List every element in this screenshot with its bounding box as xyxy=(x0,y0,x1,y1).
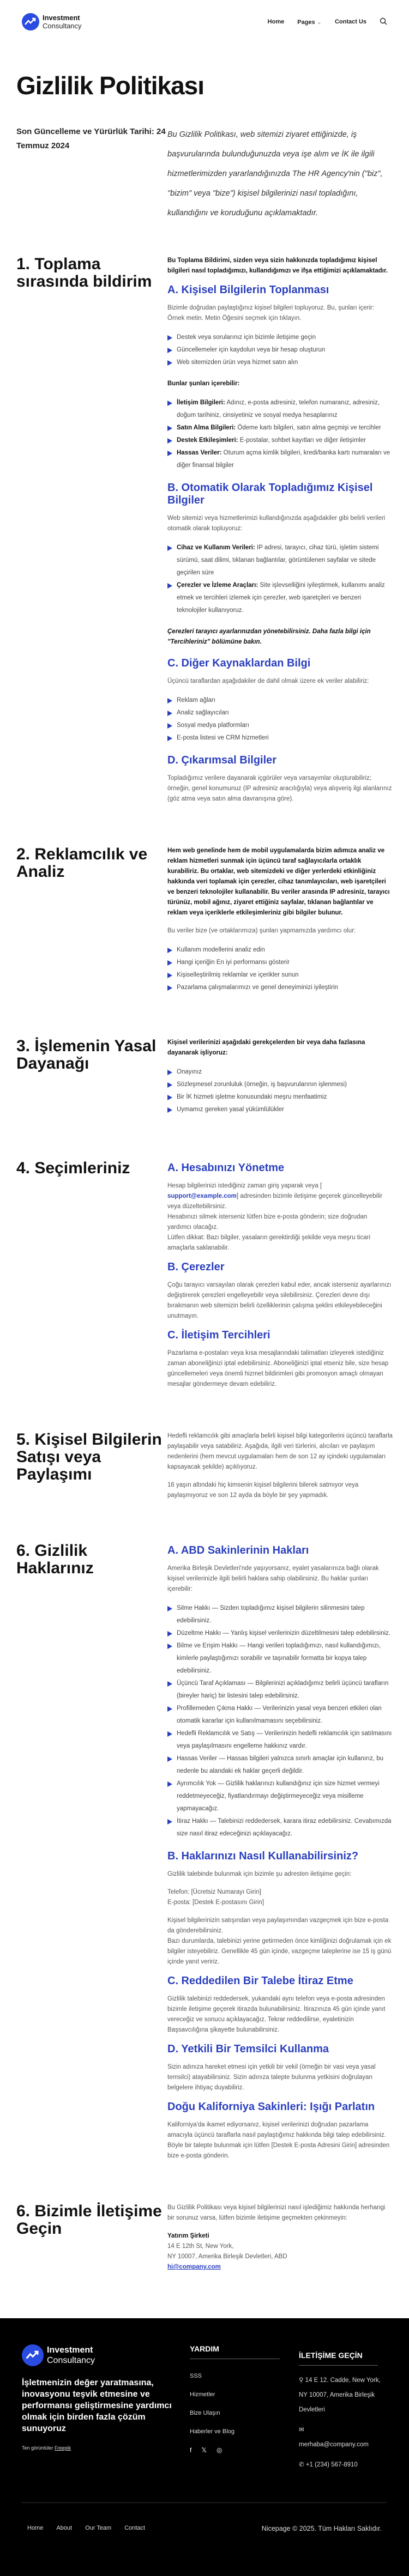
item-text: IP adresi, tarayıcı, cihaz türü, işletim sistemi sürümü, saat dilimi, tıklanan bağlantılar, görüntülenen sayfalar ve sitede geçirilen süre xyxy=(177,544,379,576)
section-heading: 4. Seçimleriniz xyxy=(16,1159,130,1177)
bullet-list xyxy=(167,694,393,744)
paragraph: Bizimle doğrudan paylaştığınız kişisel bilgileri topluyoruz. Bu, şunları içerir: Örnek metin. Metin Öğesini seçmek için tıklayın. xyxy=(167,305,375,322)
item-text: İtiraz Hakkı — Talebinizi reddedersek, karara itiraz edebilirsiniz. Cevabımızda size nasıl itiraz edeceğinizi açıklayacağız. xyxy=(177,1818,392,1837)
location-pin-icon: ⚲ xyxy=(299,2377,305,2384)
help-heading: YARDIM xyxy=(190,2344,280,2359)
list-item xyxy=(167,1778,393,1815)
paragraph: Topladığımız verilere dayanarak içgörüler veya varsayımlar oluşturabiliriz; örneğin, genel konumunuz (IP adresiniz aracılığıyla) veya alışveriş ilgi alanlarınız (göz atma veya satın alma davranışına göre). xyxy=(167,775,392,802)
bullet-list xyxy=(167,397,393,472)
section-heading: 6. Bizimle İletişime Geçin xyxy=(16,2202,162,2238)
item-text: Kişiselleştirilmiş reklamlar ve içerikler sunun xyxy=(177,972,299,978)
paragraph: Pazarlama e-postaları veya kısa mesajlarındaki talimatları izleyerek istediğiniz zaman aboneliğinizi iptal edebilirsiniz. Aboneliğinizi iptal etseniz bile, size hesap güncellemeleri veya önemli hizmet bildirimleri gibi promosyon amaçlı olmayan mesajlar göndermeye devam edebiliriz. xyxy=(167,1350,389,1387)
list-item xyxy=(167,344,393,356)
list-item xyxy=(167,1815,393,1840)
list-item xyxy=(167,1640,393,1677)
text-line: Lütfen dikkat: Bazı bilgiler, yasaların gerektirdiği şekilde veya meşru ticari amaçlarla saklanabilir. xyxy=(167,1234,371,1251)
main-nav xyxy=(268,17,387,27)
paragraph: Bunlar şunları içerebilir: xyxy=(167,380,240,387)
list-item xyxy=(167,732,393,744)
list-item xyxy=(167,1702,393,1728)
list-item xyxy=(167,1627,393,1640)
site-header xyxy=(0,0,409,44)
list-item xyxy=(167,434,393,447)
item-text: Güncellemeler için kaydolun veya bir hesap oluşturun xyxy=(177,347,326,353)
list-item xyxy=(167,694,393,707)
paragraph: Bu veriler bize (ve ortaklarımıza) şunları yapmamızda yardımcı olur: xyxy=(167,928,356,934)
list-item xyxy=(167,956,393,969)
item-text: Üçüncü Taraf Açıklaması — Bilgilerinizi açıkladığımız belirli üçüncü tarafların (bireyler hariç) bir listesini talep edebilirsiniz. xyxy=(177,1680,389,1699)
item-text: Sözleşmesel zorunluluk (örneğin, iş başvurularının işlenmesi) xyxy=(177,1081,347,1088)
policy-sections xyxy=(0,223,409,2280)
bullet-list xyxy=(167,331,393,369)
item-text: Bir İK hizmeti işletme konusundaki meşru menfaatimiz xyxy=(177,1094,327,1100)
paragraph: Gizlilik talebinde bulunmak için bizimle şu adresten iletişime geçin: xyxy=(167,1871,352,1877)
item-text: E-postalar, sohbet kayıtları ve diğer iletişimler xyxy=(238,437,366,444)
footer-phone[interactable] xyxy=(299,2458,381,2472)
bullet-list xyxy=(167,542,393,617)
facebook-icon[interactable]: f xyxy=(190,2446,192,2454)
effective-date: Son Güncelleme ve Yürürlük Tarihi: 24 Temmuz 2024 xyxy=(16,127,166,150)
logo[interactable] xyxy=(22,13,82,31)
item-text: Onayınız xyxy=(177,1069,202,1075)
footer-logo[interactable] xyxy=(22,2344,190,2366)
paragraph: Bu Gizlilik Politikası veya kişisel bilgilerinizi nasıl işlediğimiz hakkında herhangi bir sorunuz varsa, lütfen bizimle iletişime geçmekten çekinmeyin: xyxy=(167,2204,386,2221)
list-item xyxy=(167,542,393,579)
nav-pages-label: Pages xyxy=(297,19,315,26)
section-heading: 5. Kişisel Bilgilerin Satışı veya Paylaşımı xyxy=(16,1431,162,1483)
image-credit xyxy=(22,2445,190,2451)
item-text: E-posta listesi ve CRM hizmetleri xyxy=(177,735,269,741)
subsection-heading: B. Çerezler xyxy=(167,1261,225,1273)
subsection-heading: D. Çıkarımsal Bilgiler xyxy=(167,754,277,766)
address-text: 14 E 12. Cadde, New York, NY 10007, Amerika Birleşik Devletleri xyxy=(299,2377,381,2413)
list-item xyxy=(167,719,393,732)
paragraph: Kişisel verilerinizi aşağıdaki gerekçelerden bir veya daha fazlasına dayanarak işliyoruz: xyxy=(167,1039,365,1056)
nav-pages[interactable] xyxy=(297,19,322,26)
list-item xyxy=(167,944,393,956)
list-item xyxy=(167,1753,393,1778)
item-text: Destek veya sorularınız için bizimle iletişime geçin xyxy=(177,334,316,341)
section-heading: 1. Toplama sırasında bildirim xyxy=(16,255,152,290)
footer-link-faq[interactable]: SSS xyxy=(190,2373,202,2379)
section-heading: 3. İşlemenin Yasal Dayanağı xyxy=(16,1037,157,1072)
paragraph: Amerika Birleşik Devletleri'nde yaşıyorsanız, eyalet yasalarınıza bağlı olarak kişisel verilerinizle ilgili belirli haklara sahip olabilirsiniz. Bu haklar şunları içerebilir: xyxy=(167,1565,379,1592)
item-label: Cihaz ve Kullanım Verileri: xyxy=(177,544,255,551)
intro-text: Bu Gizlilik Politikası, web sitemizi ziyaret ettiğinizde, iş başvurularında bulunduğunuzda veya işe alım ve İK ile ilgili hizmetlerimizden yararlandığınızda The HR Agency'nin ("biz", "bizim" veya "bize") kişisel bilgilerinizi nasıl topladığını, kullandığını ve koruduğunu açıklamaktadır. xyxy=(167,130,383,217)
item-text: Reklam ağları xyxy=(177,697,215,704)
phone-text: +1 (234) 567-8910 xyxy=(305,2462,358,2468)
text-lines xyxy=(167,1916,393,1967)
copyright: Nicepage © 2025. Tüm Hakları Saklıdır. xyxy=(261,2525,382,2532)
policy-section xyxy=(0,812,409,1004)
footer-address xyxy=(299,2373,381,2417)
text-line: Hesabınızı silmek isterseniz lütfen bize e-posta gönderin; size doğrudan yardımcı olacağız. xyxy=(167,1214,368,1231)
policy-section xyxy=(0,1397,409,1508)
subsection-heading: B. Otomatik Olarak Topladığımız Kişisel Bilgiler xyxy=(167,482,373,506)
paragraph: Sizin adınıza hareket etmesi için yetkili bir vekil (örneğin bir vasi veya yasal temsilci) atayabilirsiniz. Sizin adınıza talepte bulunma yetkisini doğrulayan belgelere ihtiyaç duyabiliriz. xyxy=(167,2064,376,2091)
phone-icon: ✆ xyxy=(299,2462,306,2468)
contact-block xyxy=(167,2231,393,2272)
text-line: Kişisel bilgilerinizin satışından veya paylaşımından vazgeçmek için bize e-posta da gönderebilirsiniz. xyxy=(167,1917,389,1934)
section-body xyxy=(167,846,393,1004)
item-label: Hassas Veriler: xyxy=(177,450,222,456)
section-body xyxy=(167,2203,393,2280)
instagram-icon[interactable]: ◎ xyxy=(216,2446,222,2454)
text-lines xyxy=(167,1887,393,1908)
list-item xyxy=(167,1078,393,1091)
section-heading: 6. Gizlilik Haklarınız xyxy=(16,1542,94,1577)
list-item xyxy=(167,579,393,617)
company-name: Yatırım Şirketi xyxy=(167,2233,209,2239)
support-email-link[interactable]: support@example.com xyxy=(167,1193,237,1199)
address-line: NY 10007, Amerika Birleşik Devletleri, ABD xyxy=(167,2253,287,2260)
list-item xyxy=(167,1104,393,1116)
page-title: Gizlilik Politikası xyxy=(16,71,204,100)
item-text: Ayrımcılık Yok — Gizlilik haklarınızı kullandığınız için size hizmet vermeyi reddetmeyeceğiz, fiyatlandırmayı değiştirmeyeceğiz veya misilleme yapmayacağız. xyxy=(177,1780,380,1812)
footer-email[interactable]: merhaba@company.com xyxy=(299,2441,369,2448)
bottom-link-team[interactable]: Our Team xyxy=(85,2525,112,2531)
text: Hesap bilgilerinizi istediğiniz zaman giriş yaparak veya [ xyxy=(167,1183,322,1189)
chevron-down-icon: ⌄ xyxy=(315,19,322,26)
logo-line2: Consultancy xyxy=(43,22,82,30)
footer-link-services[interactable]: Hizmetler xyxy=(190,2391,215,2398)
bullet-list xyxy=(167,1066,393,1116)
paragraph: Kaliforniya'da ikamet ediyorsanız, kişisel verilerinizi doğrudan pazarlama amacıyla üçüncü taraflarla nasıl paylaştığımız hakkında bilgi talep edebilirsiniz. Böyle bir talepte bulunmak için lütfen [Destek E-posta Adresini Girin] adresinden bize e-posta gönderin. xyxy=(167,2122,390,2159)
paragraph: Web sitemizi veya hizmetlerimizi kullandığınızda aşağıdakiler gibi belirli verileri otomatik olarak topluyoruz: xyxy=(167,515,386,532)
subsection-heading: B. Haklarınızı Nasıl Kullanabilirsiniz? xyxy=(167,1850,359,1862)
item-text: Uymamız gereken yasal yükümlülükler xyxy=(177,1106,284,1113)
intro xyxy=(0,100,409,223)
footer xyxy=(0,2318,409,2576)
list-item xyxy=(167,981,393,994)
item-text: Bilme ve Erişim Hakkı — Hangi verileri topladığımızı, nasıl kullandığımızı, kimlerle paylaştığımızı sorabilir ve taşınabilir formatta bir kopya talep edebilirsiniz. xyxy=(177,1642,381,1674)
item-label: Destek Etkileşimleri: xyxy=(177,437,238,444)
footer-tagline: İşletmenizin değer yaratmasına, inovasyonu teşvik etmesine ve performansı geliştirmesine yardımcı olmak için birden fazla çözüm sunuyoruz xyxy=(22,2378,172,2433)
subsection-heading: C. Reddedilen Bir Talebe İtiraz Etme xyxy=(167,1975,353,1987)
policy-section xyxy=(0,1004,409,1126)
list-item xyxy=(167,356,393,369)
contact-email-link[interactable]: hi@company.com xyxy=(167,2264,221,2270)
item-text: Adınız, e-posta adresiniz, telefon numaranız, adresiniz, doğum tarihiniz, cinsiyetiniz ve sosyal medya hesaplarınız xyxy=(177,399,380,419)
list-item xyxy=(167,707,393,719)
search-icon[interactable] xyxy=(380,17,387,27)
mail-icon: ✉ xyxy=(299,2427,304,2433)
freepik-link[interactable]: Freepik xyxy=(55,2445,71,2451)
nav-home[interactable]: Home xyxy=(267,19,285,25)
paragraph: Çoğu tarayıcı varsayılan olarak çerezleri kabul eder, ancak isterseniz ayarlarınızı değiştirerek çerezleri engelleyebilir veya silebilirsiniz. Çerezleri devre dışı bırakmanın web sitemizin belirli özelliklerinin çalışma şeklini etkileyebileceğini unutmayın. xyxy=(167,1282,392,1319)
section-body xyxy=(167,1160,393,1397)
item-label: Satın Alma Bilgileri: xyxy=(177,425,236,431)
logo-chart-icon xyxy=(22,13,39,31)
item-text: Ödeme kartı bilgileri, satın alma geçmişi ve tercihler xyxy=(236,425,381,431)
list-item xyxy=(167,1091,393,1104)
item-text: Hassas Veriler — Hassas bilgileri yalnızca sınırlı amaçlar için kullanırız, bu nedenle bu alandaki ek haklar geçerli değildir. xyxy=(177,1755,383,1774)
paragraph: Hedefli reklamcılık gibi amaçlarla belirli kişisel bilgi kategorilerini üçüncü taraflarla paylaşabilir veya satabiliriz. Aşağıda, ilgili veri türlerini, alıcıları ve paylaşım nedenlerini (hem mevcut uygulamaları hem de son 12 ay içindeki uygulamaları kapsayacak şekilde) açıklıyoruz. xyxy=(167,1433,393,1470)
bullet-list xyxy=(167,944,393,994)
item-text: Pazarlama çalışmalarımızı ve genel deneyiminizi iyileştirin xyxy=(177,984,338,991)
footer-logo-line2: Consultancy xyxy=(47,2356,95,2365)
note-text: Çerezleri tarayıcı ayarlarınızdan yönetebilirsiniz. Daha fazla bilgi için "Tercihleriniz" bölümüne bakın. xyxy=(167,628,371,645)
item-text: Hangi içeriğin En iyi performansı gösterir xyxy=(177,959,290,966)
bottom-link-home[interactable]: Home xyxy=(27,2525,44,2531)
list-item xyxy=(167,1728,393,1753)
paragraph: 16 yaşın altındaki hiç kimsenin kişisel bilgilerini bilerek satmıyor veya paylaşmıyoruz ve son 12 ayda da böyle bir şey yapmadık. xyxy=(167,1482,359,1499)
x-icon[interactable]: 𝕏 xyxy=(201,2446,207,2454)
policy-section xyxy=(0,1508,409,2169)
section-body xyxy=(167,1542,393,2169)
section-body xyxy=(167,256,393,812)
bottom-link-contact[interactable]: Contact xyxy=(124,2525,146,2531)
subsection-heading: D. Yetkili Bir Temsilci Kullanma xyxy=(167,2043,329,2055)
subsection-heading: C. Diğer Kaynaklardan Bilgi xyxy=(167,657,311,669)
logo-line1: Investment xyxy=(43,14,80,22)
bullet-list xyxy=(167,1602,393,1840)
text-line: Telefon: [Ücretsiz Numarayı Girin] xyxy=(167,1889,261,1895)
section-heading: 2. Reklamcılık ve Analiz xyxy=(16,845,148,881)
account-paragraph xyxy=(167,1181,393,1253)
list-item xyxy=(167,397,393,422)
address-line: 14 E 12th St, New York, xyxy=(167,2243,234,2250)
list-item xyxy=(167,331,393,344)
section-body xyxy=(167,1038,393,1126)
paragraph: Üçüncü taraflardan aşağıdakiler de dahil olmak üzere ek veriler alabiliriz: xyxy=(167,678,369,684)
list-item xyxy=(167,422,393,434)
subsection-heading: Doğu Kaliforniya Sakinleri: Işığı Parlatın xyxy=(167,2101,375,2113)
text-line: Bazı durumlarda, talebinizi yerine getirmeden önce kimliğinizi doğrulamak için ek bilgiler isteyebiliriz. Genellikle 45 gün içinde, vazgeçme taleplerine ise 15 iş günü içinde yanıt veririz. xyxy=(167,1938,392,1965)
item-text: Düzeltme Hakkı — Yanlış kişisel verilerinizin düzeltilmesini talep edebilirsiniz. xyxy=(177,1630,390,1636)
list-item xyxy=(167,447,393,472)
subsection-heading: A. Hesabınızı Yönetme xyxy=(167,1162,285,1174)
item-text: Web sitemizden ürün veya hizmet satın alın xyxy=(177,359,298,366)
paragraph: Hem web genelinde hem de mobil uygulamalarda bizim adımıza analiz ve reklam hizmetleri sunmak için üçüncü taraf sağlayıcılarla ortaklık kurabiliriz. Bu ortaklar, web sitemizdeki ve diğer yerlerdeki etkinliğiniz hakkında veri toplamak için çerezler, cihaz tanımlayıcıları, web işaretçileri ve benzeri teknolojiler kullanabilir. Bu veriler arasında IP adresiniz, tarayıcı türünüz, mobil ağınız, ziyaret ettiğiniz sayfalar, tıklanan bağlantılar ve reklam veya içeriklerle etkileşimleriniz gibi bilgiler bulunur. xyxy=(167,847,390,916)
paragraph: Bu Toplama Bildirimi, sizden veya sizin hakkınızda topladığımız kişisel bilgileri nasıl topladığımızı, kullandığımızı ve ifşa ettiğimizi açıklamaktadır. xyxy=(167,257,388,274)
nav-contact-us[interactable]: Contact Us xyxy=(334,19,366,25)
policy-section xyxy=(0,1126,409,1397)
item-label: Çerezler ve İzleme Araçları: xyxy=(177,582,258,589)
logo-chart-icon xyxy=(22,2344,44,2366)
item-text: Kullanım modellerini analiz edin xyxy=(177,947,265,953)
item-text: Analiz sağlayıcıları xyxy=(177,710,229,716)
item-label: İletişim Bilgileri: xyxy=(177,399,225,406)
list-item xyxy=(167,1602,393,1627)
policy-section xyxy=(0,2169,409,2280)
contact-heading: İLETİŞİME GEÇİN xyxy=(299,2351,378,2366)
list-item xyxy=(167,1677,393,1702)
footer-logo-line1: Investment xyxy=(47,2345,93,2355)
item-text: Oturum açma kimlik bilgileri, kredi/banka kartı numaraları ve diğer finansal bilgiler xyxy=(177,450,390,469)
subsection-heading: A. ABD Sakinlerinin Hakları xyxy=(167,1544,309,1556)
item-text: Hedefli Reklamcılık ve Satış — Verilerinizin hedefli reklamcılık için satılmasını veya paylaşılmasını engelleme hakkınız vardır. xyxy=(177,1730,392,1749)
item-text: Site işlevselliğini iyileştirmek, kullanımı analiz etmek ve tercihleri izlemek için çerezler, web işaretçileri ve benzeri teknolojiler kullanıyoruz. xyxy=(177,582,385,614)
subsection-heading: A. Kişisel Bilgilerin Toplanması xyxy=(167,284,329,296)
subsection-heading: C. İletişim Tercihleri xyxy=(167,1329,270,1341)
list-item xyxy=(167,969,393,981)
footer-link-blog[interactable]: Haberler ve Blog xyxy=(190,2428,234,2435)
paragraph: Gizlilik talebinizi reddedersek, yukarıdaki aynı telefon veya e-posta adresinden bizimle iletişime geçerek itirazda bulunabilirsiniz. İtirazınıza 45 gün içinde yanıt vereceğiz ve sonucu açıklayacağız. Tekrar reddedilirse, eyaletinizin Başsavcılığına şikayette bulunabilirsiniz. xyxy=(167,1996,386,2033)
policy-section xyxy=(0,223,409,812)
text-line: E-posta: [Destek E-postasını Girin] xyxy=(167,1899,264,1906)
credit-text: Ten görüntüler xyxy=(22,2445,55,2451)
footer-link-contact[interactable]: Bize Ulaşın xyxy=(190,2410,220,2416)
list-item xyxy=(167,1066,393,1078)
item-text: Silme Hakkı — Sizden topladığımız kişisel bilgilerin silinmesini talep edebilirsiniz. xyxy=(177,1605,365,1624)
bottom-link-about[interactable]: About xyxy=(56,2525,73,2531)
item-text: Sosyal medya platformları xyxy=(177,722,249,729)
section-body xyxy=(167,1431,393,1508)
item-text: Profillemeden Çıkma Hakkı — Verilerinizin yasal veya benzeri etkileri olan otomatik kararlar için kullanılmamasını seçebilirsiniz. xyxy=(177,1705,382,1724)
text: ] adresinden bizimle iletişime geçerek güncelleyebilir veya düzeltebilirsiniz. xyxy=(167,1193,383,1210)
